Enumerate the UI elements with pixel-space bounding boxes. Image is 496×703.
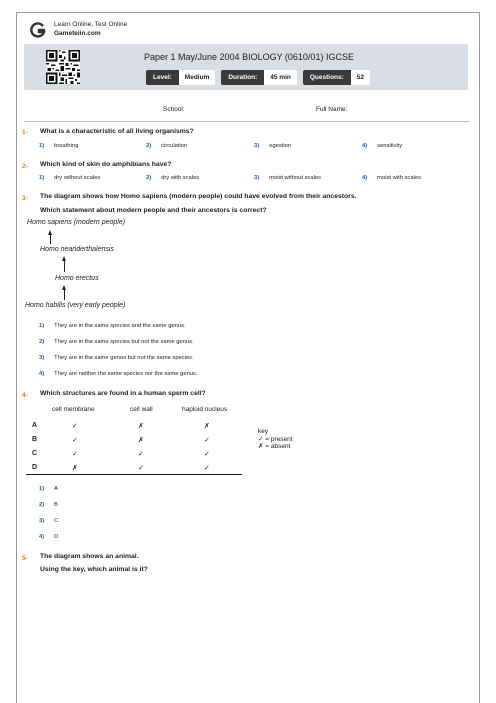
evolution-label-sapiens: Homo sapiens (modern people) [27, 219, 126, 226]
question-number: 4- [22, 392, 28, 399]
table-cell: ✗ [138, 423, 144, 430]
qr-code-icon [46, 50, 80, 84]
paper-header [24, 44, 468, 90]
answer-option[interactable]: 1) They are in the same species and the same genus. [39, 323, 186, 329]
question-text: The diagram shows an animal. [40, 553, 139, 560]
answer-option[interactable]: 4) moist with scales [362, 175, 421, 181]
brand-tagline: Learn Online, Test Online [54, 21, 128, 28]
answer-option[interactable]: 2) B [39, 502, 59, 508]
question-text-2: Using the key, which animal is it? [40, 566, 148, 573]
question-text: What is a characteristic of all living organisms? [40, 128, 194, 135]
arrow-line [64, 260, 65, 272]
table-cell: ✓ [204, 437, 210, 444]
answer-option[interactable]: 3) They are in the same genus but not the same species. [39, 355, 194, 361]
answer-option[interactable]: 4) sensitivity [362, 143, 403, 149]
arrow-line [64, 289, 65, 300]
evolution-label-habilis: Homo habilis (very early people) [25, 302, 126, 309]
table-cell: ✓ [72, 437, 78, 444]
table-cell: ✗ [204, 423, 210, 430]
question-text: The diagram shows how Homo sapiens (modern people) could have evolved from their ancestors. [40, 193, 357, 200]
table-cell: ✓ [138, 465, 144, 472]
questions-label: Questions: [303, 70, 351, 85]
table-bottom-rule [26, 474, 242, 475]
table-key [258, 428, 293, 451]
table-row-label: D [32, 464, 38, 471]
level-chip [146, 70, 215, 85]
key-title: key [258, 428, 269, 435]
level-value: Medium [179, 70, 216, 85]
evolution-label-erectus: Homo erectus [55, 275, 99, 282]
answer-option[interactable]: 3) egestion [254, 143, 292, 149]
table-row-label: A [32, 422, 38, 429]
evolution-label-neanderthalensis: Homo neanderthalensis [40, 246, 114, 253]
question-number: 3- [22, 195, 28, 202]
key-absent: ✗ = absent [258, 443, 291, 450]
question-text: Which kind of skin do amphibians have? [40, 161, 172, 168]
answer-option[interactable]: 2) dry with scales [146, 175, 200, 181]
answer-option[interactable]: 1) dry without scales [39, 175, 101, 181]
question-text-2: Which statement about modern people and their ancestors is correct? [40, 207, 267, 214]
question-text: Which structures are found in a human sperm cell? [40, 390, 206, 397]
table-column-header: haploid nucleus [182, 406, 228, 413]
duration-chip [221, 70, 296, 85]
table-row-label: B [32, 436, 38, 443]
brand-site: Gameteiin.com [54, 30, 101, 37]
brand [30, 20, 127, 38]
duration-value: 45 min [264, 70, 297, 85]
table-cell: ✓ [204, 465, 210, 472]
answer-option[interactable]: 2) circulation [146, 143, 188, 149]
table-column-header: cell wall [130, 406, 153, 413]
paper-title: Paper 1 May/June 2004 BIOLOGY (0610/01) IGCSE [144, 52, 354, 62]
school-field-label: School: [163, 106, 185, 113]
question-number: 2- [22, 163, 28, 170]
table-column-header: cell membrane [52, 406, 95, 413]
answer-option[interactable]: 3) C [39, 518, 59, 524]
table-row-label: C [32, 450, 38, 457]
questions-chip [303, 70, 370, 85]
level-label: Level: [146, 70, 179, 85]
arrow-line [50, 234, 51, 244]
answer-option[interactable]: 4) D [39, 534, 59, 540]
table-cell: ✓ [72, 451, 78, 458]
table-cell: ✗ [138, 437, 144, 444]
table-cell: ✓ [72, 423, 78, 430]
table-cell: ✓ [138, 451, 144, 458]
answer-option[interactable]: 1) breathing [39, 143, 79, 149]
question-number: 1- [22, 129, 28, 136]
table-cell: ✗ [72, 465, 78, 472]
full-name-field-label: Full Name: [316, 106, 348, 113]
questions-value: 52 [351, 70, 370, 85]
question-number: 5- [22, 555, 28, 562]
table-cell: ✓ [204, 451, 210, 458]
answer-option[interactable]: 4) They are neither the same species nor the same genus. [39, 371, 198, 377]
divider [24, 121, 470, 122]
duration-label: Duration: [221, 70, 264, 85]
answer-option[interactable]: 2) They are in the same species but not the same genus. [39, 339, 194, 345]
gameteiin-logo-icon [30, 22, 46, 38]
answer-option[interactable]: 3) moist without scales [254, 175, 322, 181]
key-present: ✓ = present [258, 435, 293, 443]
answer-option[interactable]: 1) A [39, 486, 59, 492]
